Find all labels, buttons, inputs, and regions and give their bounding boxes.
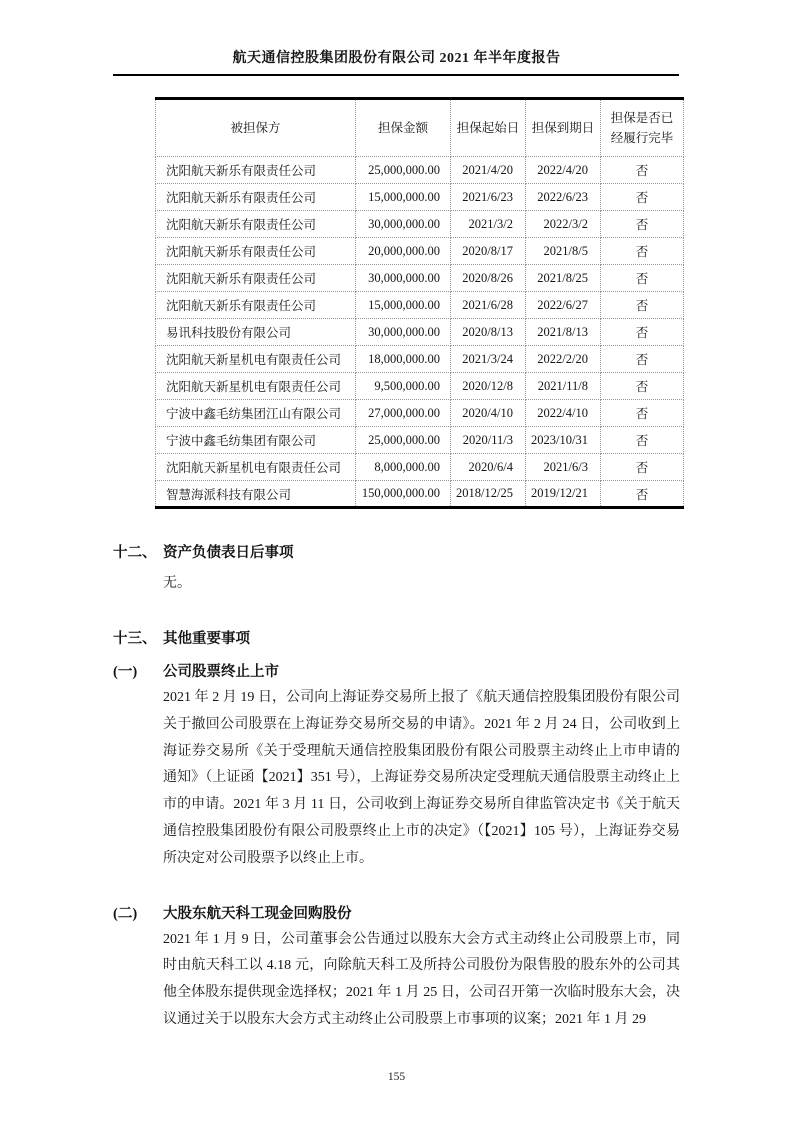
cell-guaranteed-party: 沈阳航天新星机电有限责任公司 <box>156 373 356 400</box>
table-row <box>156 319 684 346</box>
cell-guaranteed-party: 智慧海派科技有限公司 <box>156 481 356 508</box>
cell-start-date: 2021/4/20 <box>451 157 526 184</box>
section-13-title: 其他重要事项 <box>163 631 250 647</box>
cell-guarantee-amount: 9,500,000.00 <box>356 373 451 400</box>
col-header-guarantee-amount: 担保金额 <box>356 99 451 157</box>
cell-end-date: 2022/6/23 <box>526 184 601 211</box>
table-row <box>156 346 684 373</box>
cell-end-date: 2023/10/31 <box>526 427 601 454</box>
subsection-1-number: (一) <box>113 664 138 680</box>
cell-guaranteed-party: 沈阳航天新乐有限责任公司 <box>156 184 356 211</box>
table-row <box>156 184 684 211</box>
cell-fulfilled: 否 <box>601 373 684 400</box>
cell-fulfilled: 否 <box>601 400 684 427</box>
cell-fulfilled: 否 <box>601 481 684 508</box>
cell-start-date: 2020/4/10 <box>451 400 526 427</box>
cell-start-date: 2020/6/4 <box>451 454 526 481</box>
cell-start-date: 2020/12/8 <box>451 373 526 400</box>
table-row <box>156 157 684 184</box>
section-12-number: 十二、 <box>113 545 157 561</box>
page-number: 155 <box>387 1071 406 1083</box>
cell-guarantee-amount: 30,000,000.00 <box>356 319 451 346</box>
cell-guarantee-amount: 150,000,000.00 <box>356 481 451 508</box>
guarantee-table-wrap <box>155 97 793 509</box>
cell-guarantee-amount: 15,000,000.00 <box>356 292 451 319</box>
cell-fulfilled: 否 <box>601 346 684 373</box>
table-row <box>156 265 684 292</box>
table-row <box>156 400 684 427</box>
col-header-fulfilled: 担保是否已 经履行完毕 <box>601 99 684 157</box>
cell-guaranteed-party: 宁波中鑫毛纺集团有限公司 <box>156 427 356 454</box>
running-header-title: 航天通信控股集团股份有限公司 2021 年半年度报告 <box>232 51 561 66</box>
cell-fulfilled: 否 <box>601 238 684 265</box>
cell-end-date: 2021/8/13 <box>526 319 601 346</box>
cell-guaranteed-party: 沈阳航天新星机电有限责任公司 <box>156 346 356 373</box>
cell-end-date: 2019/12/21 <box>526 481 601 508</box>
section-12-body: 无。 <box>163 576 191 591</box>
cell-start-date: 2021/6/23 <box>451 184 526 211</box>
cell-start-date: 2021/3/2 <box>451 211 526 238</box>
table-row <box>156 427 684 454</box>
table-row <box>156 292 684 319</box>
cell-guarantee-amount: 8,000,000.00 <box>356 454 451 481</box>
header-rule <box>113 74 679 76</box>
section-13-number: 十三、 <box>113 631 157 647</box>
cell-start-date: 2020/8/26 <box>451 265 526 292</box>
cell-end-date: 2022/2/20 <box>526 346 601 373</box>
cell-guarantee-amount: 25,000,000.00 <box>356 157 451 184</box>
col-header-guaranteed-party: 被担保方 <box>156 99 356 157</box>
cell-guarantee-amount: 27,000,000.00 <box>356 400 451 427</box>
cell-guarantee-amount: 15,000,000.00 <box>356 184 451 211</box>
cell-guarantee-amount: 20,000,000.00 <box>356 238 451 265</box>
table-header-row <box>156 99 684 157</box>
cell-fulfilled: 否 <box>601 319 684 346</box>
subsection-2-title: 大股东航天科工现金回购股份 <box>163 905 352 922</box>
cell-fulfilled: 否 <box>601 211 684 238</box>
cell-start-date: 2020/8/13 <box>451 319 526 346</box>
cell-start-date: 2020/8/17 <box>451 238 526 265</box>
cell-fulfilled: 否 <box>601 265 684 292</box>
table-row <box>156 373 684 400</box>
cell-start-date: 2021/6/28 <box>451 292 526 319</box>
section-12-title: 资产负债表日后事项 <box>163 545 294 561</box>
cell-guaranteed-party: 沈阳航天新星机电有限责任公司 <box>156 454 356 481</box>
cell-end-date: 2022/4/20 <box>526 157 601 184</box>
cell-fulfilled: 否 <box>601 184 684 211</box>
table-row <box>156 211 684 238</box>
cell-guaranteed-party: 沈阳航天新乐有限责任公司 <box>156 157 356 184</box>
subsection-2-paragraph: 2021 年 1 月 9 日，公司董事会公告通过以股东大会方式主动终止公司股票上市，同时由航天科工以 4.18 元，向除航天科工及所持公司股份为限售股的股东外的公司其他全体股东提供现金选择权；2021 年 1 月 25 日，公司召开第一次临时股东大会，决议通过关于以股东大会方式主动终止公司股票上市事项的议案；2021 年 1 月 29 <box>163 931 680 1027</box>
subsection-2-heading <box>113 904 683 924</box>
cell-end-date: 2022/6/27 <box>526 292 601 319</box>
table-row <box>156 454 684 481</box>
cell-start-date: 2020/11/3 <box>451 427 526 454</box>
col-header-end-date: 担保到期日 <box>526 99 601 157</box>
subsection-1-heading <box>113 662 683 682</box>
col-header-start-date: 担保起始日 <box>451 99 526 157</box>
cell-guaranteed-party: 沈阳航天新乐有限责任公司 <box>156 211 356 238</box>
subsection-1-paragraph: 2021 年 2 月 19 日，公司向上海证券交易所上报了《航天通信控股集团股份有限公司关于撤回公司股票在上海证券交易所交易的申请》。2021 年 2 月 24 日，公司收到上海证券交易所《关于受理航天通信控股集团股份有限公司股票主动终止上市申请的通知》（上证函【2021】351 号），上海证券交易所决定受理航天通信股票主动终止上市的申请。2021 年 3 月 11 日，公司收到上海证券交易所自律监管决定书《关于航天通信控股集团股份有限公司股票终止上市的决定》（【2021】105 号），上海证券交易所决定对公司股票予以终止上市。 <box>163 690 680 866</box>
cell-end-date: 2021/6/3 <box>526 454 601 481</box>
cell-guaranteed-party: 易讯科技股份有限公司 <box>156 319 356 346</box>
cell-fulfilled: 否 <box>601 427 684 454</box>
cell-start-date: 2018/12/25 <box>451 481 526 508</box>
guarantee-table <box>155 97 684 509</box>
cell-guaranteed-party: 沈阳航天新乐有限责任公司 <box>156 238 356 265</box>
cell-end-date: 2021/11/8 <box>526 373 601 400</box>
section-12-heading <box>113 543 683 563</box>
cell-end-date: 2022/3/2 <box>526 211 601 238</box>
section-13-heading <box>113 629 683 649</box>
cell-guaranteed-party: 沈阳航天新乐有限责任公司 <box>156 265 356 292</box>
cell-guaranteed-party: 沈阳航天新乐有限责任公司 <box>156 292 356 319</box>
cell-fulfilled: 否 <box>601 292 684 319</box>
cell-guarantee-amount: 30,000,000.00 <box>356 211 451 238</box>
cell-guarantee-amount: 18,000,000.00 <box>356 346 451 373</box>
cell-start-date: 2021/3/24 <box>451 346 526 373</box>
cell-guaranteed-party: 宁波中鑫毛纺集团江山有限公司 <box>156 400 356 427</box>
cell-end-date: 2022/4/10 <box>526 400 601 427</box>
cell-fulfilled: 否 <box>601 454 684 481</box>
cell-end-date: 2021/8/5 <box>526 238 601 265</box>
subsection-1-title: 公司股票终止上市 <box>163 664 279 680</box>
subsection-2-number: (二) <box>113 905 138 922</box>
cell-end-date: 2021/8/25 <box>526 265 601 292</box>
cell-guarantee-amount: 30,000,000.00 <box>356 265 451 292</box>
cell-fulfilled: 否 <box>601 157 684 184</box>
table-row <box>156 481 684 508</box>
cell-guarantee-amount: 25,000,000.00 <box>356 427 451 454</box>
table-row <box>156 238 684 265</box>
